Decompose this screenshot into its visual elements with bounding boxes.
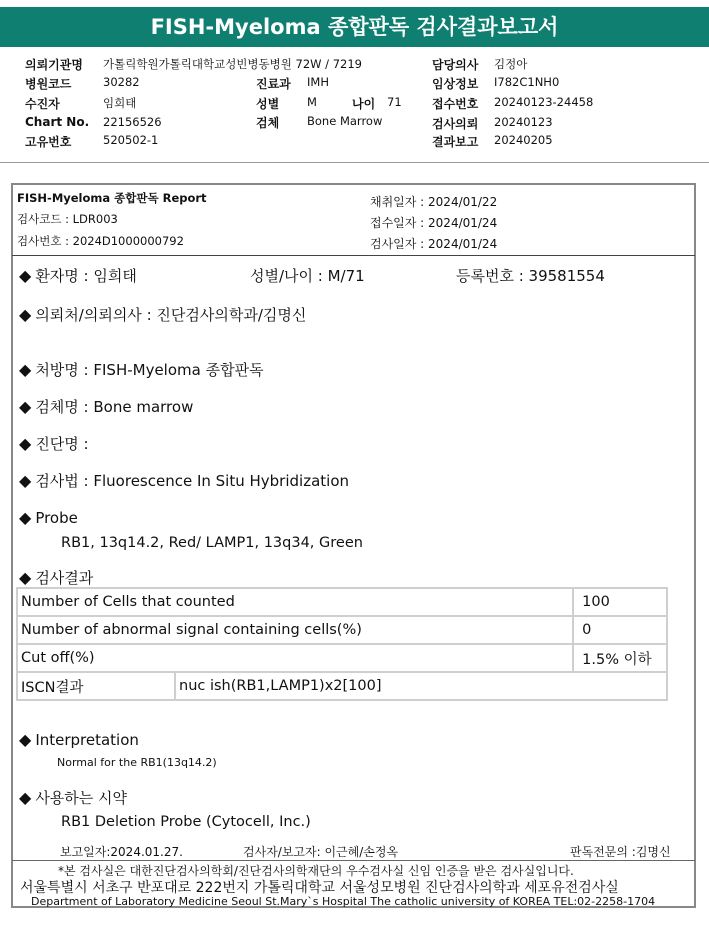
sex-value: M — [307, 95, 317, 109]
prescription: 처방명 : FISH-Myeloma 종합판독 — [35, 361, 264, 379]
hospital-code-label: 병원코드 — [25, 77, 72, 91]
chart-no-label: Chart No. — [25, 115, 90, 129]
diamond-bullet-icon: ◆ — [19, 471, 32, 490]
chart-no-value: 22156526 — [103, 115, 162, 129]
result-date-value: 20240205 — [494, 133, 553, 147]
sex-age: 성별/나이 : M/71 — [250, 267, 365, 285]
diamond-bullet-icon: ◆ — [19, 508, 32, 527]
interpretation-text: Normal for the RB1(13q14.2) — [57, 756, 217, 769]
result-label: Number of Cells that counted — [17, 588, 573, 616]
sex-label: 성별 — [256, 97, 280, 111]
department-value: IMH — [307, 75, 329, 89]
patient-line — [19, 265, 137, 286]
request-date-label: 검사의뢰 — [432, 117, 479, 131]
test-code: 검사코드 : LDR003 — [17, 212, 118, 226]
interpretation-title: Interpretation — [35, 731, 139, 749]
diamond-bullet-icon: ◆ — [19, 730, 32, 749]
result-label: Number of abnormal signal containing cells(%) — [17, 616, 573, 644]
prescription-line — [19, 359, 264, 380]
probe-detail: RB1, 13q14.2, Red/ LAMP1, 13q34, Green — [61, 535, 363, 551]
patient-label: 수진자 — [25, 97, 60, 111]
reagent-line — [19, 787, 127, 808]
result-label: Cut off(%) — [17, 644, 573, 672]
result-value: 1.5% 이하 — [573, 644, 667, 672]
result-date-label: 결과보고 — [432, 135, 479, 149]
reagent-title: 사용하는 시약 — [35, 789, 128, 807]
lab-address: 서울특별시 서초구 반포대로 222번지 가톨릭대학교 서울성모병원 진단검사의학과 세포유전검사실 — [20, 880, 619, 896]
unique-no-value: 520502-1 — [103, 133, 159, 147]
patient-name: 환자명 : 임희태 — [35, 267, 137, 285]
results-title: 검사결과 — [35, 569, 94, 587]
method-line — [19, 470, 349, 491]
requester-line — [19, 304, 306, 325]
specimen-name: 검체명 : Bone marrow — [35, 398, 194, 416]
test-method: 검사법 : Fluorescence In Situ Hybridization — [35, 472, 350, 490]
reagent-text: RB1 Deletion Probe (Cytocell, Inc.) — [61, 814, 311, 830]
specimen-line — [19, 396, 193, 417]
accreditation-note: *본 검사실은 대한진단검사의학회/진단검사의학재단의 우수검사실 신임 인증을 받은 검사실입니다. — [58, 864, 574, 878]
requester: 의뢰처/의뢰의사 : 진단검사의학과/김명신 — [35, 306, 307, 324]
report-name: FISH-Myeloma 종합판독 Report — [17, 191, 207, 205]
report-header-divider — [12, 255, 695, 256]
table-row — [17, 644, 667, 672]
hospital-value: 가톨릭학원가톨릭대학교성빈병동병원 72W / 7219 — [103, 57, 362, 71]
diamond-bullet-icon: ◆ — [19, 305, 32, 324]
patient-value: 임희태 — [103, 96, 137, 110]
clinical-info-value: I782C1NH0 — [494, 75, 560, 89]
collection-date: 채취일자 : 2024/01/22 — [370, 195, 498, 209]
hospital-label: 의뢰기관명 — [25, 58, 83, 72]
interpretation-line — [19, 730, 139, 749]
results-line — [19, 567, 93, 588]
diamond-bullet-icon: ◆ — [19, 397, 32, 416]
receipt-no-value: 20240123-24458 — [494, 95, 594, 109]
diamond-bullet-icon: ◆ — [19, 568, 32, 587]
report-date: 보고일자:2024.01.27. — [60, 845, 183, 859]
table-row — [17, 588, 667, 616]
tester: 검사자/보고자: 이근혜/손정옥 — [243, 845, 399, 859]
age-value: 71 — [387, 95, 402, 109]
specimen-value: Bone Marrow — [307, 114, 383, 128]
probe-title: Probe — [35, 509, 78, 527]
lab-english: Department of Laboratory Medicine Seoul St.Mary`s Hospital The catholic university of KOREA TEL:02-2258-1704 — [31, 895, 656, 908]
unique-no-label: 고유번호 — [25, 135, 72, 149]
header-divider — [0, 162, 709, 163]
doctor-value: 김정아 — [494, 57, 528, 71]
doctor-label: 담당의사 — [432, 58, 479, 72]
diamond-bullet-icon: ◆ — [19, 788, 32, 807]
probe-line — [19, 508, 78, 527]
result-value: 0 — [573, 616, 667, 644]
diamond-bullet-icon: ◆ — [19, 434, 32, 453]
receipt-date: 접수일자 : 2024/01/24 — [370, 216, 498, 230]
table-row — [17, 616, 667, 644]
diamond-bullet-icon: ◆ — [19, 360, 32, 379]
iscn-value: nuc ish(RB1,LAMP1)x2[100] — [175, 672, 667, 700]
department-label: 진료과 — [256, 77, 291, 91]
specialist: 판독전문의 :김명신 — [570, 845, 671, 859]
hospital-code-value: 30282 — [103, 75, 140, 89]
specimen-label: 검체 — [256, 116, 280, 130]
test-date: 검사일자 : 2024/01/24 — [370, 237, 498, 251]
registration-number: 등록번호 : 39581554 — [456, 267, 605, 285]
diagnosis-line — [19, 433, 89, 454]
iscn-label: ISCN결과 — [17, 672, 175, 700]
result-value: 100 — [573, 588, 667, 616]
table-row — [17, 672, 667, 700]
age-label: 나이 — [352, 97, 376, 111]
clinical-info-label: 임상정보 — [432, 77, 479, 91]
receipt-no-label: 접수번호 — [432, 97, 479, 111]
diamond-bullet-icon: ◆ — [19, 266, 32, 285]
report-title: FISH-Myeloma 종합판독 검사결과보고서 — [0, 7, 709, 47]
footer-divider — [12, 860, 695, 861]
test-number: 검사번호 : 2024D1000000792 — [17, 234, 184, 248]
results-table — [16, 587, 668, 701]
diagnosis: 진단명 : — [35, 435, 89, 453]
request-date-value: 20240123 — [494, 115, 553, 129]
